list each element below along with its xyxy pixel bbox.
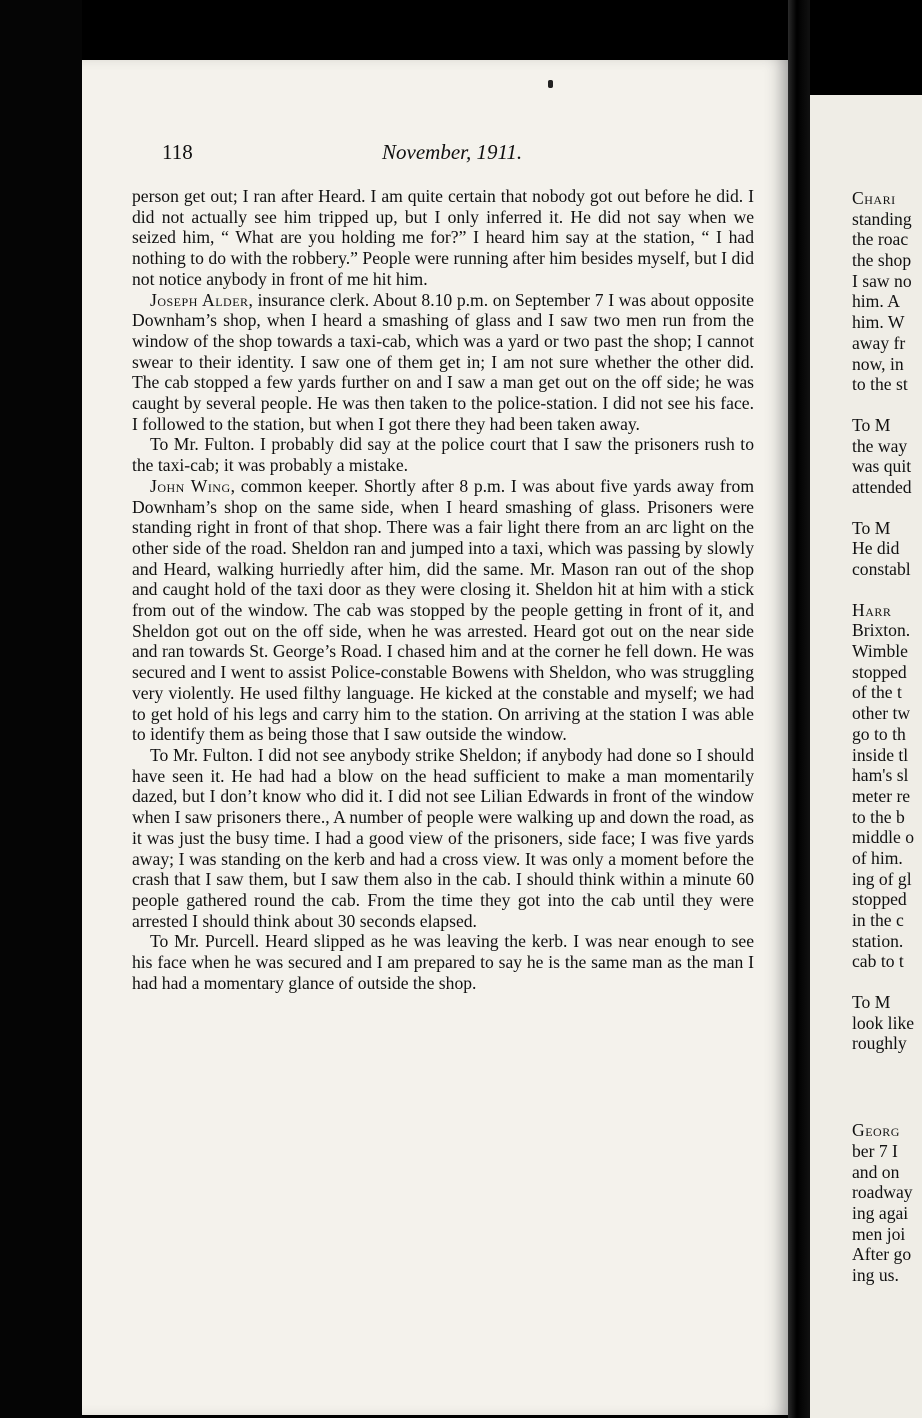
right-page-line: I saw no (852, 270, 912, 291)
right-page-line: the roac (852, 229, 909, 250)
right-page-line: now, in (852, 353, 904, 374)
right-page (810, 95, 922, 1418)
right-page-line: middle o (852, 827, 915, 848)
right-page-line: and on (852, 1161, 900, 1182)
paragraph: person get out; I ran after Heard. I am quite certain that nobody got out before he did. I did not actually see him tripped up, but I only inferred it. He did not say when we seized him, “ What are you holding me for?” I heard him say at the station, “ I had nothing to do with the robbery.” People were running after him besides myself, but I did not notice anybody in front of me hit him. (132, 186, 754, 289)
right-page-line: Brixton. (852, 620, 911, 641)
right-page-line: Wimble (852, 641, 908, 662)
right-page-line: After go (852, 1244, 912, 1265)
paragraph: To Mr. Purcell. Heard slipped as he was leaving the kerb. I was near enough to see his face when he was secured and I am prepared to say he is the same man as the man I had had a momentary glance of outside the shop. (132, 931, 754, 993)
paragraph: Joseph Alder, insurance clerk. About 8.10 p.m. on September 7 I was about opposite Downham’s shop, when I heard a smashing of glass and I saw two men run from the window of the shop towards a taxi-cab, which was a yard or two past the shop; I cannot swear to their identity. I saw one of them get in; I am not sure whether the other did. The cab stopped a few yards further on and I saw a man get out on the off side; he was caught by several people. He was then taken to the police-station. I did not see his face. I followed to the station, but when I got there they had been taken away. (132, 289, 754, 434)
right-page-line: station. (852, 930, 904, 951)
right-page-line: look like (852, 1012, 915, 1033)
right-page-line: men joi (852, 1223, 906, 1244)
right-page-line: To M (852, 414, 891, 435)
right-page-line: away fr (852, 332, 906, 353)
right-page-line: To M (852, 517, 891, 538)
right-page-line: standing (852, 208, 912, 229)
page-number: 118 (162, 140, 193, 164)
right-page-line: go to th (852, 723, 906, 744)
right-page-line: Georg (852, 1120, 900, 1141)
right-page-line: To M (852, 992, 891, 1013)
right-page-line: inside tl (852, 744, 909, 765)
right-page-line: ham's sl (852, 765, 909, 786)
right-page-line: the way (852, 435, 908, 456)
right-page-line: was quit (852, 456, 912, 477)
right-page-line: Harr (852, 599, 892, 620)
right-page-line: stopped (852, 889, 907, 910)
right-page-line: constabl (852, 559, 911, 579)
right-page-line: in the c (852, 910, 904, 930)
book-gutter (788, 0, 810, 1418)
spacer (852, 580, 922, 600)
right-page-line: ber 7 I (852, 1140, 898, 1161)
right-page-line: to the b (852, 806, 905, 827)
right-page-line: Chari (852, 188, 896, 208)
spacer (852, 498, 922, 518)
paragraph: John Wing, common keeper. Shortly after 8 p.m. I was about five yards away from Downham’s shop on the same side, when I heard smashing of glass. Prisoners were standing right in front of that shop. There was a fair light there from an arc light on the other side of the road. Sheldon ran and jumped into a taxi, which was passing by slowly and Heard, walking hurriedly after him, did the same. Mr. Mason ran out of the shop and caught hold of the taxi door as they were closing it. Sheldon hit at him with a stick from out of the window. The cab was stopped by the people getting in front of it, and Sheldon got out on the off side, when he was arrested. Heard got out on the near side and ran towards St. George’s Road. I chased him and at the corner he fell down. He was secured and I went to assist Police-constable Bowens with Sheldon, who was struggling very violently. He used filthy language. He kicked at the constable and myself; we had to get hold of his legs and carry him to the station. On arriving at the station I was able to identify them as being those that I saw outside the window. (132, 475, 755, 745)
paragraph: To Mr. Fulton. I did not see anybody strike Sheldon; if anybody had done so I should have seen it. He had had a blow on the head sufficient to make a man momentarily dazed, but I don’t know who did it. I did not see Lilian Edwards in front of the window when I saw prisoners there., A number of people were walking up and down the road, as it was just the busy time. I had a good view of the prisoners, side face; I was five yards away; I was standing on the kerb and had a cross view. It was only a moment before the crash that I saw them, but I saw them also in the cab. I should think within a minute 60 people gathered round the cab. From the time they got into the cab until they were arrested I should think about 30 seconds elapsed. (132, 744, 754, 931)
right-page-line: meter re (852, 785, 911, 806)
book-spine-shadow (0, 0, 82, 1418)
right-page-line: ing agai (852, 1202, 909, 1223)
right-page-line: to the st (852, 374, 908, 395)
right-page-line: roadway (852, 1182, 913, 1203)
right-page-line: him. A (852, 291, 900, 312)
right-page-line: ing of gl (852, 868, 912, 889)
spacer (852, 972, 922, 992)
right-page-line: stopped (852, 661, 907, 682)
right-page-line: attended (852, 476, 912, 497)
right-page-line: roughly (852, 1033, 907, 1054)
right-page-line: other tw (852, 703, 911, 724)
right-page-line: of the t (852, 682, 902, 703)
right-page-line: ing us. (852, 1264, 899, 1285)
paragraph: To Mr. Fulton. I probably did say at the police court that I saw the prisoners rush to the taxi-cab; it was probably a mistake. (132, 434, 754, 476)
ink-mark (548, 80, 553, 88)
spacer (852, 395, 922, 415)
right-page-line: him. W (852, 312, 905, 333)
spacer (852, 1054, 922, 1120)
witness-name: Joseph Alder (150, 289, 249, 310)
right-page-line: the shop (852, 250, 912, 271)
page-header (82, 140, 788, 170)
witness-name: John Wing (150, 475, 231, 496)
right-page-text (852, 188, 922, 1286)
page-body (132, 186, 754, 993)
right-page-line: He did (852, 538, 900, 559)
running-head: November, 1911. (382, 140, 523, 164)
right-page-line: cab to t (852, 951, 904, 972)
right-page-line: of him. (852, 847, 903, 868)
